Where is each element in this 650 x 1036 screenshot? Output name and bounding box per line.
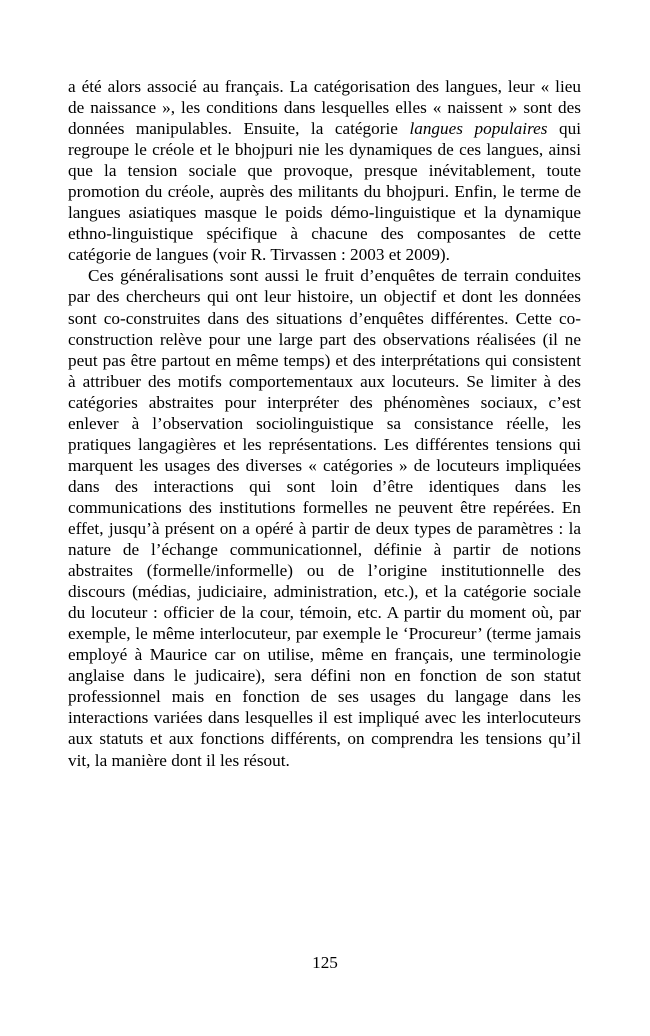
body-text-block bbox=[68, 76, 581, 771]
text-run: a été alors associé au français. La catégorisation des langues, leur « lieu de naissance », les conditions dans lesquelles elles « naissent » sont des données manipulables. Ensuite, la catégorie bbox=[68, 77, 581, 139]
italic-term: langues populaires bbox=[409, 119, 548, 139]
body-paragraph bbox=[68, 76, 581, 265]
body-paragraph bbox=[68, 265, 581, 770]
text-run: Ces généralisations sont aussi le fruit d’enquêtes de terrain conduites par des chercheurs qui ont leur histoire, un objectif et dont les données sont co-construites dans des situations d’enquêtes différentes. Cette co-construction relève pour une large part des observations réalisées (il ne peut pas être partout en même temps) et des interprétations qui consistent à attribuer des motifs comportementaux aux locuteurs. Se limiter à des catégories abstraites pour interpréter des phénomènes sociaux, c’est enlever à l’observation sociolinguistique sa consistance réelle, les pratiques langagières et les représentations. Les différentes tensions qui marquent les usages des diverses « catégories » de locuteurs impliquées dans des interactions qui sont loin d’être identiques dans les communications des institutions formelles ne peuvent être repérées. En effet, jusqu’à présent on a opéré à partir de deux types de paramètres : la nature de l’échange communicationnel, définie à partir de notions abstraites (formelle/informelle) ou de l’origine institutionnelle des discours (médias, judiciaire, administration, etc.), et la catégorie sociale du locuteur : officier de la cour, témoin, etc. A partir du moment où, par exemple, le même interlocuteur, par exemple le ‘Procureur’ (terme jamais employé à Maurice car on utilise, même en français, une terminologie anglaise dans le judicaire), sera défini non en fonction de son statut professionnel mais en fonction de ses usages du langage dans les interactions variées dans lesquelles il est impliqué avec les interlocuteurs aux statuts et aux fonctions différents, on comprendra les tensions qu’il vit, la manière dont il les résout. bbox=[68, 266, 581, 770]
page-number: 125 bbox=[312, 953, 338, 972]
text-run: qui regroupe le créole et le bhojpuri nie les dynamiques de ces langues, ainsi que la tension sociale que provoque, presque inévitablement, toute promotion du créole, auprès des militants du bhojpuri. Enfin, le terme de langues asiatiques masque le poids démo-linguistique et la dynamique ethno-linguistique spécifique à chacune des composantes de cette catégorie de langues (voir R. Tirvassen : 2003 et 2009). bbox=[68, 119, 581, 265]
